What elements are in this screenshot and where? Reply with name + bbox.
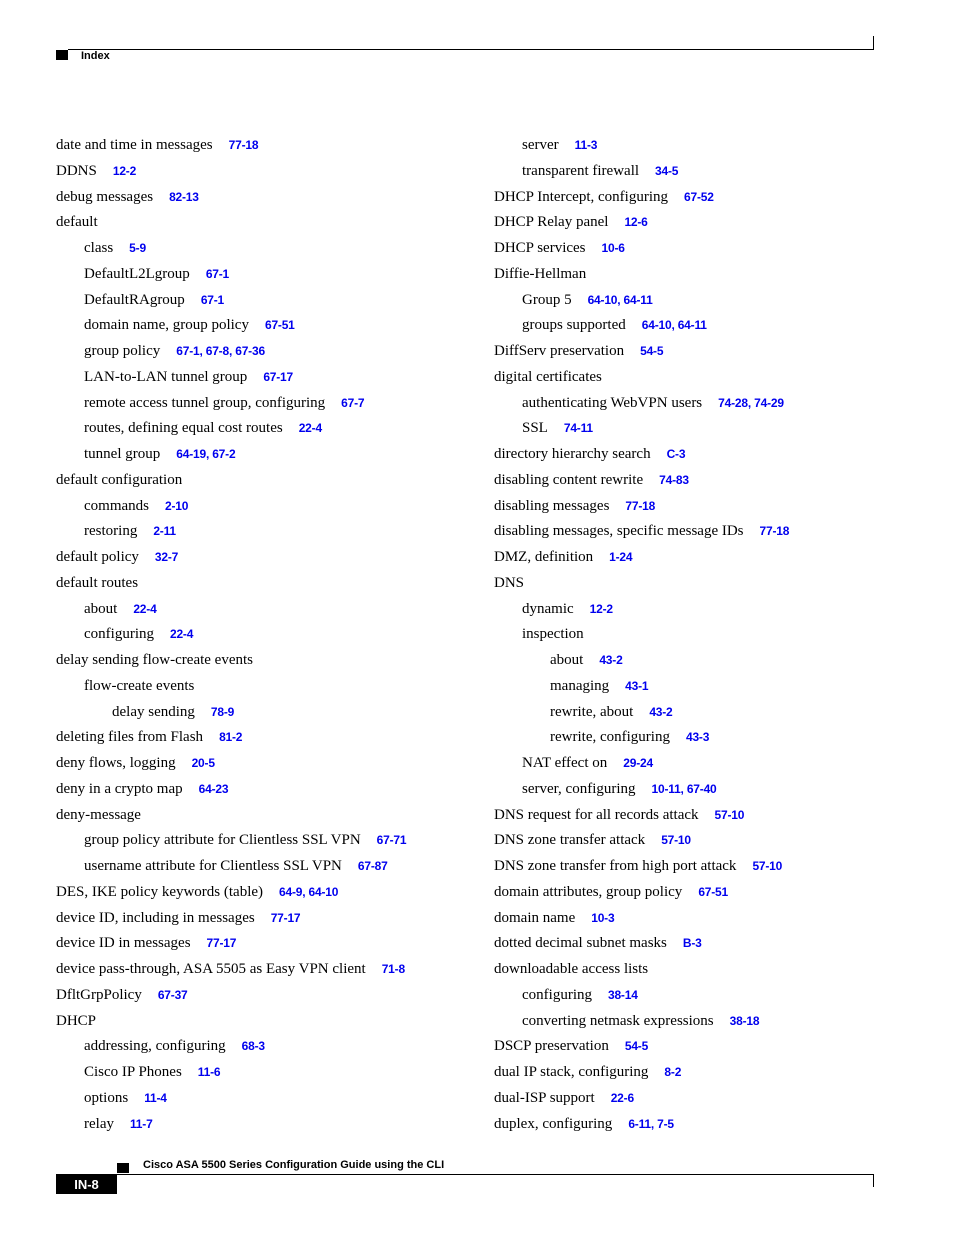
index-term: DefaultRAgroup [84, 291, 185, 308]
index-term: configuring [522, 986, 592, 1003]
page-reference-link[interactable]: 67-1, 67-8, 67-36 [176, 344, 265, 358]
page-reference-link[interactable]: B-3 [682, 936, 702, 951]
index-term: default routes [56, 574, 139, 591]
index-term: default policy [56, 549, 139, 565]
page-reference-link[interactable]: 64-10, 64-11 [587, 292, 653, 307]
index-entry [494, 597, 924, 623]
index-term: digital certificates [494, 368, 602, 385]
index-entry [56, 700, 486, 726]
index-entry [494, 725, 924, 751]
index-entry [494, 442, 924, 468]
footer-marker [117, 1163, 129, 1173]
index-term: DNS zone transfer from high port attack [494, 858, 737, 874]
index-entry [56, 416, 486, 442]
page-reference-link[interactable]: 10-11, 67-40 [651, 781, 717, 796]
index-entry [56, 777, 486, 803]
index-term: domain name [494, 909, 576, 926]
running-header: Index [81, 50, 110, 62]
index-term: authenticating WebVPN users [522, 394, 703, 411]
page-reference-link[interactable]: 64-10, 64-11 [641, 318, 707, 333]
index-entry [56, 648, 486, 674]
index-entry [494, 236, 924, 262]
index-term: default configuration [56, 471, 183, 488]
index-term: DiffServ preservation [494, 343, 625, 359]
index-entry [494, 803, 924, 829]
index-term: disabling messages, specific message IDs [494, 523, 744, 540]
index-term: domain name, group policy [84, 317, 249, 334]
index-entry [56, 545, 486, 571]
page-reference-link[interactable]: C-3 [666, 447, 686, 461]
index-entry [494, 957, 924, 983]
page-reference-link[interactable]: 57-10 [714, 807, 745, 822]
index-entry [494, 1086, 924, 1112]
index-term: deny-message [56, 806, 141, 823]
page-reference-link[interactable]: 22-6 [610, 1090, 634, 1105]
index-entry [56, 1009, 486, 1035]
index-term: device pass-through, ASA 5505 as Easy VPN client [56, 961, 366, 977]
index-entry [56, 1034, 486, 1060]
index-term: groups supported [522, 317, 626, 334]
index-term: deleting files from Flash [56, 729, 204, 746]
index-entry [56, 957, 486, 983]
index-term: DNS request for all records attack [494, 806, 699, 823]
index-term: NAT effect on [522, 755, 608, 771]
index-entry [56, 1060, 486, 1086]
index-entry [56, 288, 486, 314]
header-tick [873, 36, 874, 50]
index-term: DNS [494, 574, 525, 591]
index-term: class [84, 240, 114, 256]
index-entry [494, 931, 924, 957]
index-term: DHCP [56, 1012, 97, 1029]
index-entry [56, 1112, 486, 1138]
index-term: directory hierarchy search [494, 446, 651, 462]
index-entry [56, 391, 486, 417]
index-entry [56, 571, 486, 597]
page-reference-link[interactable]: 67-1 [205, 266, 230, 281]
index-entry [56, 236, 486, 262]
index-entry [56, 133, 486, 159]
index-term: username attribute for Clientless SSL VPN [84, 858, 342, 874]
page-reference-link[interactable]: 74-28, 74-29 [718, 395, 784, 410]
index-entry [56, 751, 486, 777]
index-entry [494, 1060, 924, 1086]
index-entry [56, 725, 486, 751]
index-term: configuring [84, 626, 154, 643]
index-entry [494, 983, 924, 1009]
index-entry [56, 313, 486, 339]
index-entry [494, 828, 924, 854]
index-entry [494, 159, 924, 185]
index-term: deny in a crypto map [56, 780, 183, 797]
index-term: commands [84, 497, 149, 514]
page-reference-link[interactable]: 82-13 [169, 189, 199, 204]
page-reference-link[interactable]: 74-11 [563, 421, 593, 436]
index-entry [494, 700, 924, 726]
index-entry [56, 674, 486, 700]
index-entry [56, 983, 486, 1009]
page-reference-link[interactable]: 64-23 [198, 781, 229, 796]
page-reference-link[interactable]: 57-10 [752, 859, 783, 873]
index-term: group policy attribute for Clientless SSL VPN [84, 832, 361, 849]
index-term: debug messages [56, 188, 154, 205]
index-term: downloadable access lists [494, 961, 649, 977]
footer-rule [56, 1174, 874, 1175]
page-reference-link[interactable]: 67-17 [263, 369, 294, 384]
index-entry [56, 262, 486, 288]
index-entry [494, 339, 924, 365]
page-reference-link[interactable]: 6-11, 7-5 [628, 1116, 674, 1131]
index-entry [56, 365, 486, 391]
index-term: addressing, configuring [84, 1038, 226, 1055]
page-reference-link[interactable]: 77-18 [625, 498, 656, 513]
index-entry [494, 1009, 924, 1035]
index-term: duplex, configuring [494, 1115, 613, 1132]
page-reference-link[interactable]: 1-24 [609, 550, 633, 564]
page-reference-link[interactable]: 43-1 [625, 678, 649, 693]
index-entry [494, 1034, 924, 1060]
index-term: LAN-to-LAN tunnel group [84, 368, 248, 385]
index-term: tunnel group [84, 446, 161, 462]
index-term: Diffie-Hellman [494, 265, 587, 282]
index-entry [494, 571, 924, 597]
page-reference-link[interactable]: 11-3 [574, 138, 598, 152]
index-entry [494, 133, 924, 159]
index-entry [494, 1112, 924, 1138]
page-reference-link[interactable]: 67-51 [264, 318, 295, 333]
page-reference-link[interactable]: 22-4 [169, 627, 194, 642]
page-reference-link[interactable]: 43-2 [649, 704, 673, 719]
index-term: DHCP Intercept, configuring [494, 188, 668, 205]
index-entry [494, 854, 924, 880]
index-term: deny flows, logging [56, 755, 176, 771]
index-term: DSCP preservation [494, 1038, 609, 1055]
page-reference-link[interactable]: 11-7 [129, 1116, 153, 1131]
page-reference-link[interactable]: 68-3 [241, 1039, 265, 1054]
index-term: remote access tunnel group, configuring [84, 394, 326, 411]
index-term: about [84, 600, 118, 617]
index-entry [494, 494, 924, 520]
index-term: DDNS [56, 162, 97, 179]
index-entry [56, 622, 486, 648]
index-term: DfltGrpPolicy [56, 986, 142, 1003]
index-term: dotted decimal subnet masks [494, 935, 667, 952]
index-entry [494, 674, 924, 700]
index-term: rewrite, about [550, 703, 634, 720]
index-entry [56, 468, 486, 494]
index-term: group policy [84, 343, 161, 359]
page-reference-link[interactable]: 77-17 [206, 936, 237, 951]
page-reference-link[interactable]: 54-5 [624, 1039, 649, 1054]
page-reference-link[interactable]: 54-5 [640, 344, 664, 358]
index-entry [56, 185, 486, 211]
page-reference-link[interactable]: 2-10 [165, 498, 189, 513]
page-reference-link[interactable]: 8-2 [664, 1065, 682, 1079]
page-reference-link[interactable]: 10-3 [591, 910, 615, 925]
index-entry [56, 803, 486, 829]
page-reference-link[interactable]: 32-7 [154, 550, 179, 564]
index-term: dual IP stack, configuring [494, 1064, 649, 1080]
page-reference-link[interactable]: 67-37 [157, 987, 188, 1002]
page-reference-link[interactable]: 2-11 [153, 524, 176, 539]
index-term: DHCP Relay panel [494, 214, 609, 231]
index-entry [56, 494, 486, 520]
index-entry [56, 880, 486, 906]
page-reference-link[interactable]: 43-3 [685, 730, 710, 745]
index-term: relay [84, 1115, 114, 1132]
page-reference-link[interactable]: 64-19, 67-2 [176, 447, 236, 461]
index-entry [494, 519, 924, 545]
index-entry [56, 828, 486, 854]
index-entry [56, 931, 486, 957]
index-term: restoring [84, 523, 138, 540]
index-term: date and time in messages [56, 137, 213, 153]
header-marker [56, 50, 68, 60]
index-entry [56, 339, 486, 365]
index-term: Cisco IP Phones [84, 1064, 182, 1080]
index-term: managing [550, 677, 610, 694]
index-term: dynamic [522, 600, 574, 617]
index-entry [494, 416, 924, 442]
page-reference-link[interactable]: 43-2 [599, 653, 623, 667]
index-entry [494, 880, 924, 906]
index-term: delay sending [112, 703, 195, 720]
index-entry [56, 442, 486, 468]
index-term: DMZ, definition [494, 549, 594, 565]
index-entry [56, 906, 486, 932]
index-entry [56, 519, 486, 545]
page-reference-link[interactable]: 67-52 [684, 189, 714, 204]
index-term: options [84, 1089, 129, 1106]
index-entry [56, 854, 486, 880]
page-reference-link[interactable]: 67-7 [341, 395, 365, 410]
index-term: DES, IKE policy keywords (table) [56, 883, 264, 900]
page-reference-link[interactable]: 12-2 [589, 601, 613, 616]
index-entry [494, 777, 924, 803]
page-reference-link[interactable]: 67-1 [200, 292, 225, 307]
index-term: domain attributes, group policy [494, 883, 683, 900]
index-term: rewrite, configuring [550, 729, 670, 746]
page-reference-link[interactable]: 77-18 [759, 524, 790, 539]
index-term: SSL [522, 420, 548, 437]
index-entry [494, 545, 924, 571]
index-entry [494, 391, 924, 417]
page-reference-link[interactable]: 74-83 [659, 472, 689, 487]
index-term: delay sending flow-create events [56, 652, 253, 668]
index-entry [56, 159, 486, 185]
page-reference-link[interactable]: 11-4 [144, 1090, 167, 1105]
footer-tick [873, 1174, 874, 1187]
page-reference-link[interactable]: 64-9, 64-10 [279, 884, 339, 899]
index-entry [494, 185, 924, 211]
index-term: Group 5 [522, 291, 572, 308]
page-reference-link[interactable]: 67-87 [357, 859, 388, 873]
index-entry [56, 210, 486, 236]
index-term: flow-create events [84, 677, 195, 694]
page-reference-link[interactable]: 78-9 [210, 704, 235, 719]
index-term: DNS zone transfer attack [494, 832, 646, 849]
index-term: transparent firewall [522, 162, 640, 179]
index-term: converting netmask expressions [522, 1012, 714, 1029]
page-reference-link[interactable]: 29-24 [623, 756, 653, 770]
page-reference-link[interactable]: 67-51 [698, 884, 729, 899]
index-term: dual-ISP support [494, 1089, 595, 1106]
page-reference-link[interactable]: 10-6 [601, 241, 625, 255]
index-term: disabling messages [494, 497, 610, 514]
page-reference-link[interactable]: 22-4 [298, 421, 322, 436]
index-entry [494, 262, 924, 288]
index-entry [56, 1086, 486, 1112]
index-entry [56, 597, 486, 623]
page-reference-link[interactable]: 38-18 [729, 1013, 760, 1028]
index-term: server, configuring [522, 780, 636, 797]
page-reference-link[interactable]: 12-6 [624, 215, 648, 230]
index-entry [494, 313, 924, 339]
index-column-left [56, 133, 486, 1137]
index-term: routes, defining equal cost routes [84, 420, 283, 437]
index-term: inspection [522, 626, 584, 643]
index-entry [494, 468, 924, 494]
header-rule [68, 49, 874, 50]
index-term: DefaultL2Lgroup [84, 265, 190, 282]
page-reference-link[interactable]: 67-71 [376, 833, 407, 848]
page-reference-link[interactable]: 57-10 [661, 833, 691, 848]
index-term: device ID in messages [56, 935, 191, 952]
page-number: IN-8 [56, 1175, 117, 1194]
page-reference-link[interactable]: 5-9 [129, 241, 146, 255]
index-entry [494, 622, 924, 648]
index-term: disabling content rewrite [494, 471, 644, 488]
page-reference-link[interactable]: 77-18 [228, 138, 259, 152]
index-term: about [550, 652, 584, 668]
index-term: device ID, including in messages [56, 909, 255, 926]
page-reference-link[interactable]: 34-5 [655, 163, 679, 178]
page-reference-link[interactable]: 81-2 [219, 730, 243, 745]
page-reference-link[interactable]: 38-14 [607, 987, 638, 1002]
index-column-right [494, 133, 924, 1137]
index-entry [494, 648, 924, 674]
page-reference-link[interactable]: 12-2 [112, 163, 137, 178]
page-reference-link[interactable]: 20-5 [191, 756, 215, 770]
index-entry [494, 365, 924, 391]
index-entry [494, 906, 924, 932]
index-term: default [56, 214, 98, 231]
footer-title: Cisco ASA 5500 Series Configuration Guide using the CLI [143, 1159, 445, 1171]
index-entry [494, 288, 924, 314]
index-entry [494, 751, 924, 777]
index-entry [494, 210, 924, 236]
index-term: DHCP services [494, 240, 586, 256]
index-term: server [522, 137, 559, 153]
page-reference-link[interactable]: 11-6 [197, 1065, 221, 1079]
page-reference-link[interactable]: 77-17 [270, 910, 301, 925]
page-reference-link[interactable]: 71-8 [381, 962, 405, 976]
page-reference-link[interactable]: 22-4 [133, 601, 157, 616]
